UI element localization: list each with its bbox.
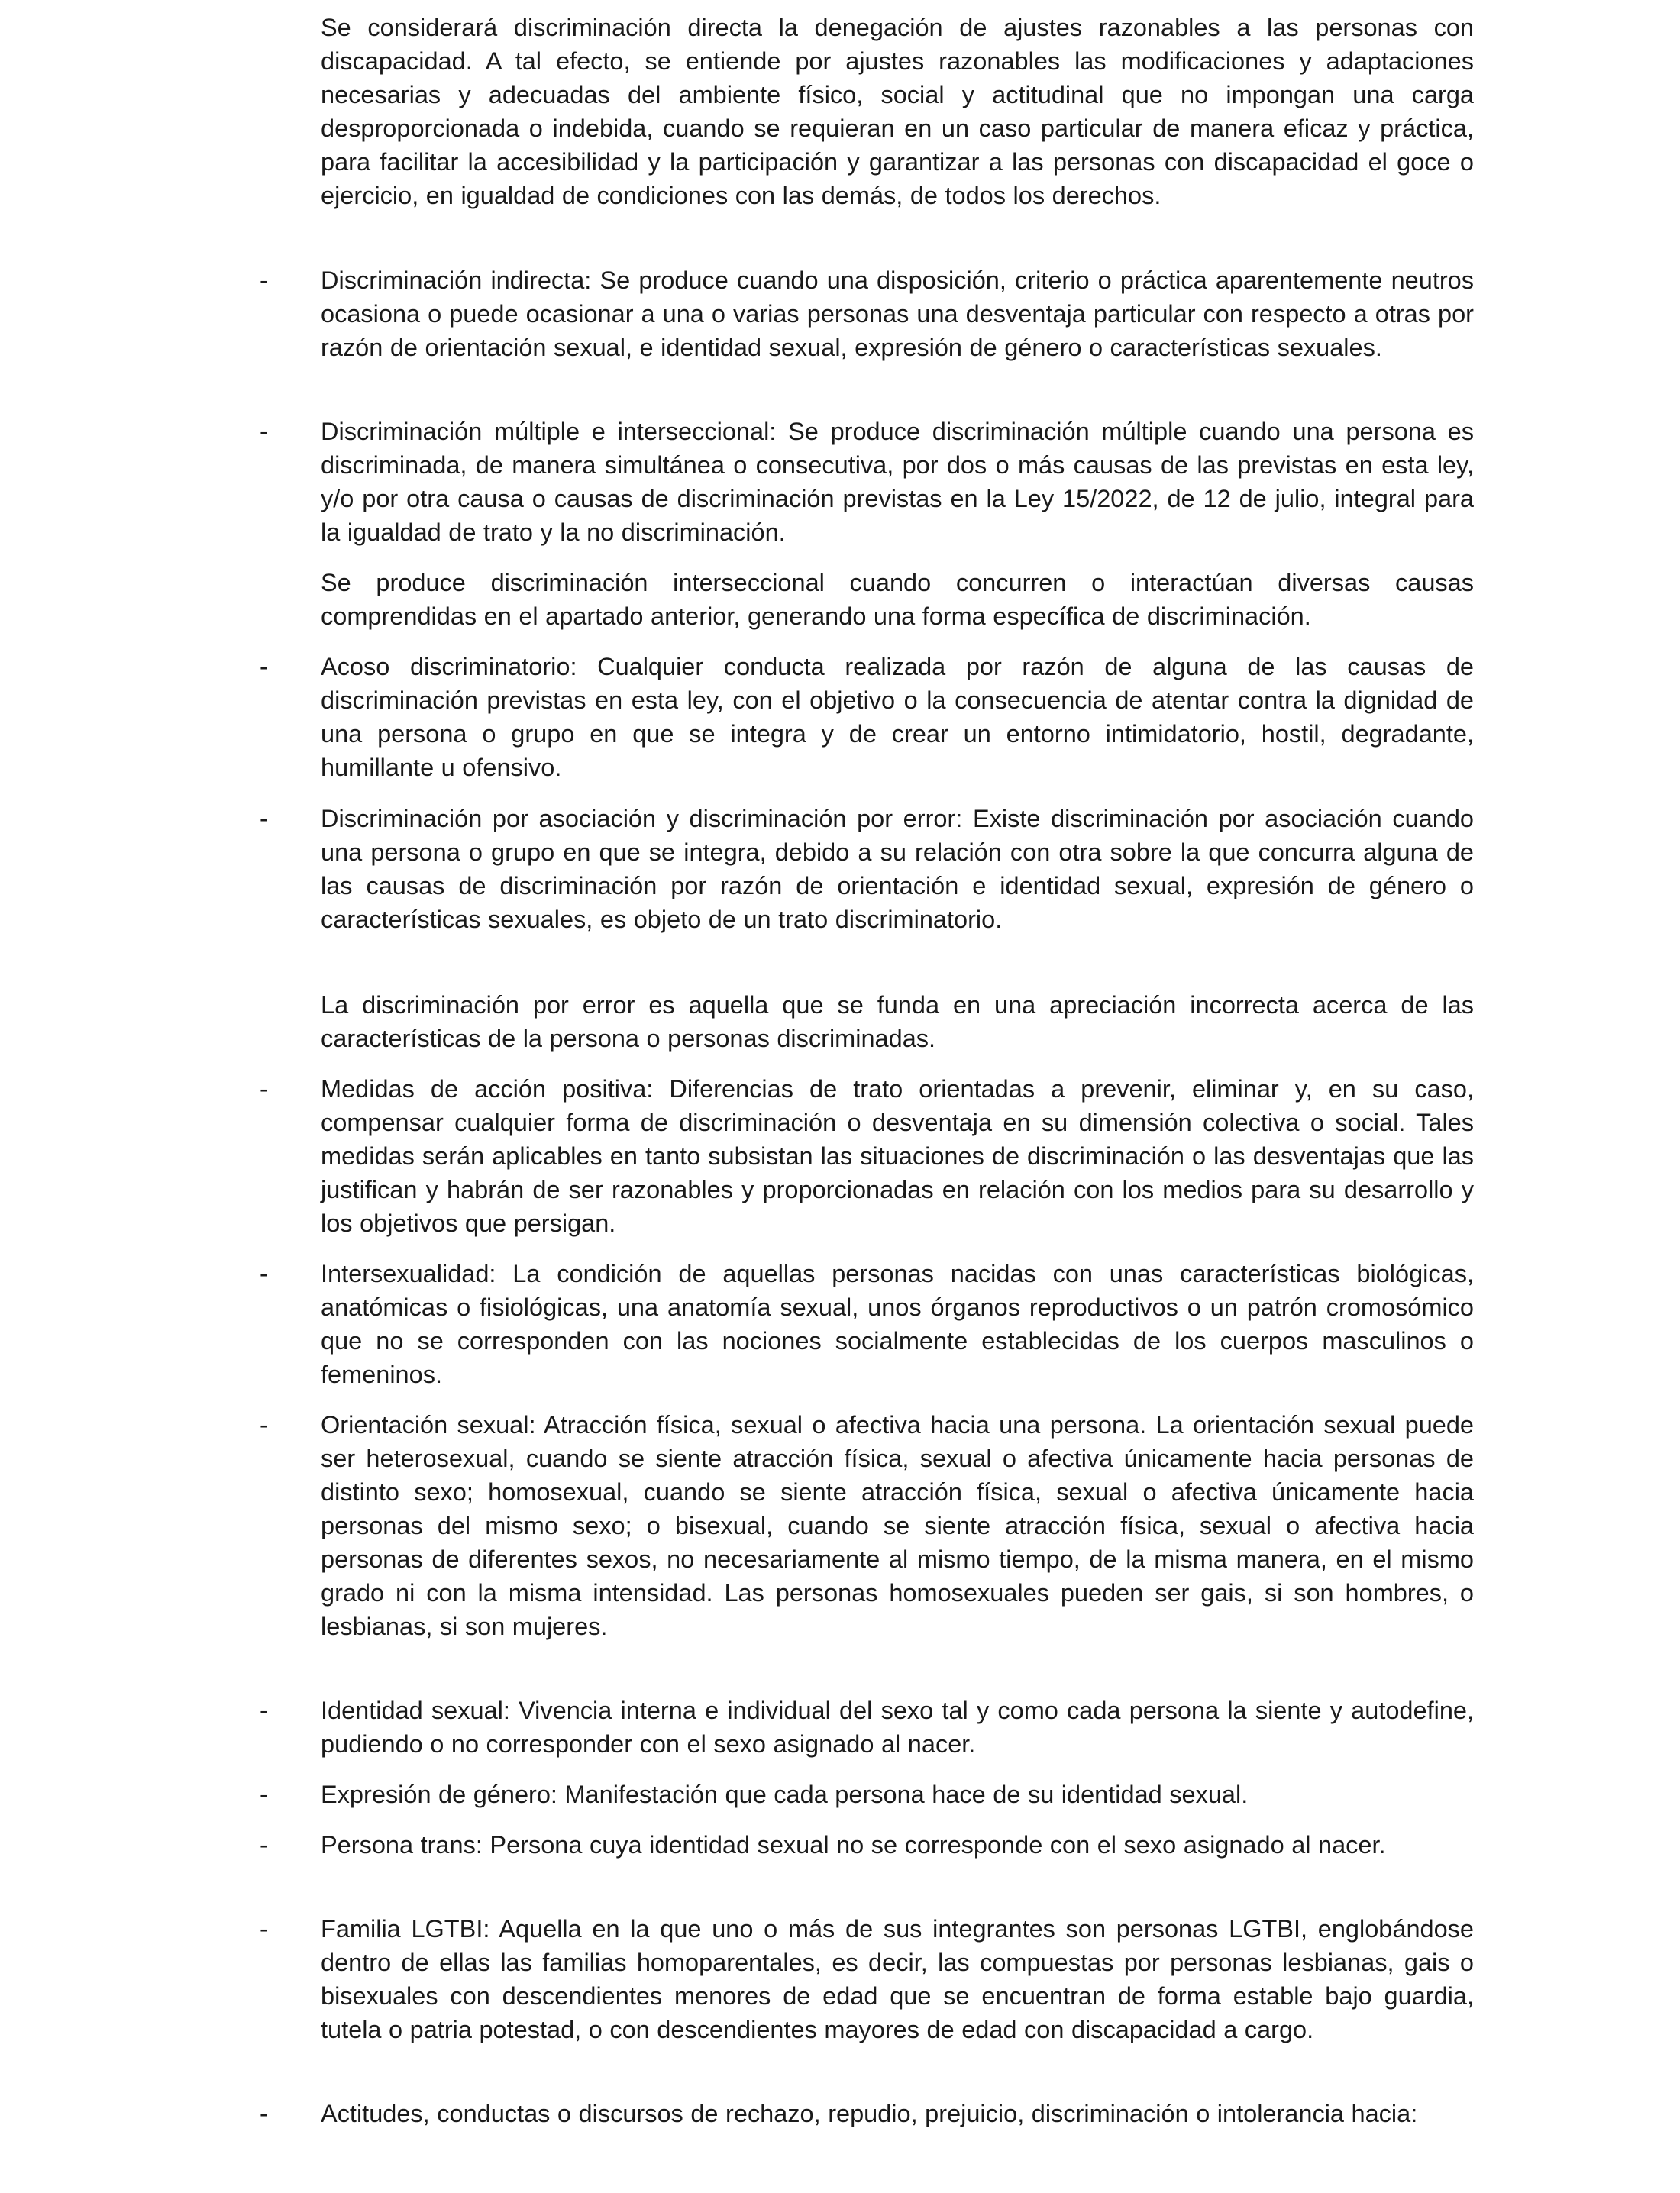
item-medidas-accion-positiva	[321, 1072, 1474, 1240]
item-acoso-discriminatorio	[321, 650, 1474, 784]
item-discriminacion-indirecta	[321, 263, 1474, 364]
item-text: Actitudes, conductas o discursos de rechazo, repudio, prejuicio, discriminación o intolerancia hacia:	[321, 2100, 1418, 2127]
item-expresion-genero	[321, 1778, 1474, 1811]
item-text: Orientación sexual: Atracción física, sexual o afectiva hacia una persona. La orientación sexual puede ser heterosexual, cuando se siente atracción física, sexual o afectiva únicamente hacia personas de distinto sexo; homosexual, cuando se siente atracción física, sexual o afectiva únicamente hacia personas del mismo sexo; o bisexual, cuando se siente atracción física, sexual o afectiva hacia personas de diferentes sexos, no necesariamente al mismo tiempo, de la misma manera, en el mismo grado ni con la misma intensidad. Las personas homosexuales pueden ser gais, si son hombres, o lesbianas, si son mujeres.	[321, 1411, 1474, 1640]
item-text: Medidas de acción positiva: Diferencias de trato orientadas a prevenir, eliminar y, en su caso, compensar cualquier forma de discriminación o desventaja en su dimensión colectiva o social. Tales medidas serán aplicables en tanto subsistan las situaciones de discriminación o las desventajas que las justifican y habrán de ser razonables y proporcionadas en relación con los medios para su desarrollo y los objetivos que persigan.	[321, 1075, 1474, 1237]
item-text: Expresión de género: Manifestación que cada persona hace de su identidad sexual.	[321, 1781, 1249, 1808]
item-text: Discriminación indirecta: Se produce cuando una disposición, criterio o práctica aparentemente neutros ocasiona o puede ocasionar a una o varias personas una desventaja particular con respecto a otras por razón de orientación sexual, e identidad sexual, expresión de género o características sexuales.	[321, 266, 1474, 361]
item-text: Persona trans: Persona cuya identidad sexual no se corresponde con el sexo asignado al nacer.	[321, 1831, 1386, 1859]
item-actitudes-rechazo	[321, 2097, 1474, 2130]
paragraph-text: Se considerará discriminación directa la denegación de ajustes razonables a las personas con discapacidad. A tal efecto, se entiende por ajustes razonables las modificaciones y adaptaciones necesarias y adecuadas del ambiente físico, social y actitudinal que no impongan una carga desproporcionada o indebida, cuando se requieran en un caso particular de manera eficaz y práctica, para facilitar la accesibilidad y la participación y garantizar a las personas con discapacidad el goce o ejercicio, en igualdad de condiciones con las demás, de todos los derechos.	[321, 14, 1474, 209]
item-text: Discriminación por asociación y discriminación por error: Existe discriminación por asociación cuando una persona o grupo en que se integra, debido a su relación con otra sobre la que concurra alguna de las causas de discriminación por razón de orientación e identidad sexual, expresión de género o características sexuales, es objeto de un trato discriminatorio.	[321, 805, 1474, 933]
item-discriminacion-multiple	[321, 415, 1474, 549]
paragraph-discriminacion-interseccional	[321, 566, 1474, 633]
bullet-dash: -	[260, 1915, 268, 1943]
bullet-dash: -	[260, 1781, 268, 1808]
bullet-dash: -	[260, 418, 268, 445]
bullet-dash: -	[260, 2100, 268, 2127]
item-intersexualidad	[321, 1257, 1474, 1391]
item-identidad-sexual	[321, 1694, 1474, 1761]
paragraph-ajustes-razonables	[321, 11, 1474, 212]
bullet-dash: -	[260, 266, 268, 294]
bullet-dash: -	[260, 805, 268, 832]
paragraph-text: Se produce discriminación interseccional cuando concurren o interactúan diversas causas comprendidas en el apartado anterior, generando una forma específica de discriminación.	[321, 569, 1474, 630]
paragraph-text: La discriminación por error es aquella que se funda en una apreciación incorrecta acerca de las características de la persona o personas discriminadas.	[321, 991, 1474, 1052]
bullet-dash: -	[260, 1411, 268, 1439]
paragraph-discriminacion-error	[321, 988, 1474, 1055]
item-persona-trans	[321, 1828, 1474, 1862]
item-text: Discriminación múltiple e interseccional: Se produce discriminación múltiple cuando una persona es discriminada, de manera simultánea o consecutiva, por dos o más causas de las previstas en esta ley, y/o por otra causa o causas de discriminación previstas en la Ley 15/2022, de 12 de julio, integral para la igualdad de trato y la no discriminación.	[321, 418, 1474, 546]
bullet-dash: -	[260, 1260, 268, 1287]
bullet-dash: -	[260, 653, 268, 680]
item-text: Intersexualidad: La condición de aquellas personas nacidas con unas características biológicas, anatómicas o fisiológicas, una anatomía sexual, unos órganos reproductivos o un patrón cromosómico que no se corresponden con las nociones socialmente establecidas de los cuerpos masculinos o femeninos.	[321, 1260, 1474, 1388]
bullet-dash: -	[260, 1075, 268, 1103]
item-orientacion-sexual	[321, 1408, 1474, 1643]
bullet-dash: -	[260, 1697, 268, 1724]
item-discriminacion-asociacion	[321, 802, 1474, 936]
bullet-dash: -	[260, 1831, 268, 1859]
item-text: Identidad sexual: Vivencia interna e individual del sexo tal y como cada persona la siente y autodefine, pudiendo o no corresponder con el sexo asignado al nacer.	[321, 1697, 1474, 1758]
item-text: Familia LGTBI: Aquella en la que uno o más de sus integrantes son personas LGTBI, englobándose dentro de ellas las familias homoparentales, es decir, las compuestas por personas lesbianas, gais o bisexuales con descendientes menores de edad que se encuentran de forma estable bajo guardia, tutela o patria potestad, o con descendientes mayores de edad con discapacidad a cargo.	[321, 1915, 1474, 2043]
item-text: Acoso discriminatorio: Cualquier conducta realizada por razón de alguna de las causas de discriminación previstas en esta ley, con el objetivo o la consecuencia de atentar contra la dignidad de una persona o grupo en que se integra y de crear un entorno intimidatorio, hostil, degradante, humillante u ofensivo.	[321, 653, 1474, 781]
item-familia-lgtbi	[321, 1912, 1474, 2046]
